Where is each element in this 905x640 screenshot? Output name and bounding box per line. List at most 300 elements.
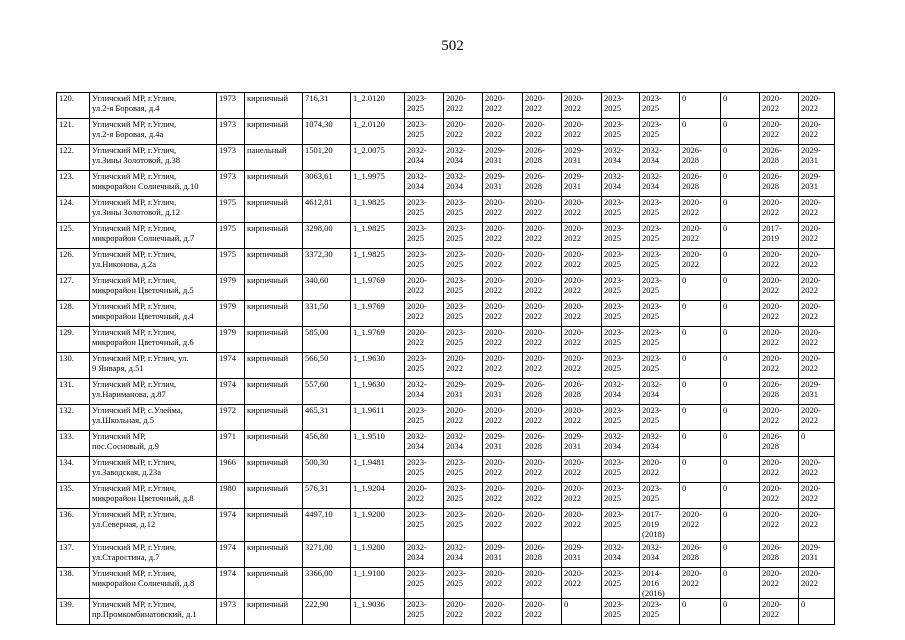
period-cell-line: 2025 (407, 519, 424, 529)
period-cell-line: 2025 (642, 103, 659, 113)
period-cell-line: 2025 (446, 259, 463, 269)
period-cell (483, 327, 523, 353)
period-cell-line: 2028 (525, 155, 542, 165)
period-cell-line: 2031 (801, 552, 818, 562)
period-cell-line: 2022 (564, 578, 581, 588)
period-cell (444, 327, 483, 353)
period-cell-line: 2020- (525, 223, 545, 233)
material-cell-line: кирпичный (247, 223, 289, 233)
coefficient-cell-line: 1_1.9611 (353, 405, 385, 415)
material-cell (245, 353, 303, 379)
address-cell (90, 275, 217, 301)
period-cell-line: 2025 (446, 467, 463, 477)
period-cell-line: 2025 (604, 207, 621, 217)
period-cell-line: 2022 (485, 259, 502, 269)
row-number (57, 431, 90, 457)
period-cell-line: 2020- (801, 93, 821, 103)
period-cell-line: 2022 (485, 207, 502, 217)
period-cell-line: 2022 (485, 519, 502, 529)
row-number-line: 124. (59, 197, 74, 207)
period-cell (523, 379, 562, 405)
coefficient-cell (351, 509, 405, 542)
period-cell (760, 119, 799, 145)
period-cell-line: 2023- (446, 223, 466, 233)
period-cell-line: 2016 (642, 578, 659, 588)
period-cell-line: 2025 (446, 285, 463, 295)
material-cell-line: кирпичный (247, 249, 289, 259)
period-cell (680, 568, 721, 599)
area-cell (303, 379, 351, 405)
table-row (57, 457, 835, 483)
period-cell (721, 223, 760, 249)
period-cell (483, 568, 523, 599)
period-cell (405, 145, 444, 171)
material-cell-line: кирпичный (247, 457, 289, 467)
period-cell-line: 2020- (762, 197, 782, 207)
period-cell-line: 2023- (642, 249, 662, 259)
row-number-line: 122. (59, 145, 74, 155)
period-cell-line: 2020- (801, 353, 821, 363)
period-cell-line: 2020- (564, 457, 584, 467)
period-cell-line: 2028 (762, 155, 779, 165)
period-cell (444, 275, 483, 301)
period-cell-line: 2031 (564, 181, 581, 191)
year-cell (217, 301, 245, 327)
period-cell-line: 2023- (642, 353, 662, 363)
material-cell (245, 457, 303, 483)
period-cell-line: 2032- (604, 171, 624, 181)
address-cell-line: пос.Сосновый, д.9 (92, 441, 159, 451)
period-cell-line: 2020- (525, 301, 545, 311)
period-cell (483, 457, 523, 483)
address-cell-line: 9 Января, д.51 (92, 363, 144, 373)
material-cell-line: кирпичный (247, 93, 289, 103)
table-row (57, 405, 835, 431)
period-cell (721, 405, 760, 431)
period-cell-line: 2028 (762, 389, 779, 399)
period-cell-line: 2020- (801, 327, 821, 337)
period-cell-line: 2020- (485, 483, 505, 493)
period-cell-line: 2022 (564, 415, 581, 425)
coefficient-cell (351, 93, 405, 119)
coefficient-cell (351, 171, 405, 197)
period-cell (405, 223, 444, 249)
period-cell (799, 431, 835, 457)
period-cell-line: 2032- (407, 431, 427, 441)
coefficient-cell-line: 1_1.9630 (353, 379, 385, 389)
period-cell (602, 301, 640, 327)
area-cell-line: 3298,00 (305, 223, 333, 233)
coefficient-cell-line: 1_1.9204 (353, 483, 385, 493)
period-cell-line: 2022 (485, 363, 502, 373)
period-cell-line: 2017- (762, 223, 782, 233)
period-cell-line: 2020- (525, 568, 545, 578)
period-cell-line: 2025 (407, 609, 424, 619)
period-cell-line: 2022 (642, 467, 659, 477)
period-cell-line: 2026- (525, 379, 545, 389)
period-cell-line: 2020- (564, 405, 584, 415)
period-cell-line: 2022 (485, 415, 502, 425)
period-cell-line: 0 (723, 568, 728, 578)
row-number-line: 132. (59, 405, 74, 415)
period-cell (760, 568, 799, 599)
period-cell-line: 0 (682, 457, 687, 467)
period-cell-line: 2020- (801, 568, 821, 578)
row-number (57, 379, 90, 405)
period-cell-line: 2034 (642, 155, 659, 165)
period-cell (640, 301, 680, 327)
period-cell (721, 542, 760, 568)
table-row (57, 599, 835, 625)
period-cell (799, 405, 835, 431)
address-cell (90, 353, 217, 379)
area-cell (303, 301, 351, 327)
period-cell-line: 0 (723, 379, 728, 389)
table-row (57, 301, 835, 327)
period-cell-line: 2031 (801, 181, 818, 191)
period-cell (405, 457, 444, 483)
period-cell (523, 457, 562, 483)
period-cell-line: 2020- (525, 405, 545, 415)
period-cell-line: 2023- (446, 301, 466, 311)
period-cell (640, 457, 680, 483)
period-cell (483, 353, 523, 379)
period-cell-line: 0 (723, 542, 728, 552)
row-number-line: 130. (59, 353, 74, 363)
period-cell-line: 2023- (642, 405, 662, 415)
period-cell-line: 0 (801, 431, 806, 441)
period-cell-line: 2029- (485, 171, 505, 181)
year-cell (217, 353, 245, 379)
period-cell (721, 93, 760, 119)
address-cell (90, 301, 217, 327)
period-cell (444, 483, 483, 509)
period-cell (483, 145, 523, 171)
year-cell-line: 1966 (219, 457, 236, 467)
table-row (57, 249, 835, 275)
period-cell-line: 0 (723, 431, 728, 441)
period-cell-line: 2031 (485, 441, 502, 451)
area-cell-line: 340,60 (305, 275, 329, 285)
row-number (57, 223, 90, 249)
year-cell-line: 1973 (219, 599, 236, 609)
period-cell-line: 2022 (762, 363, 779, 373)
period-cell (602, 119, 640, 145)
period-cell (760, 483, 799, 509)
period-cell-line: 2026- (525, 542, 545, 552)
period-cell (405, 405, 444, 431)
period-cell (405, 431, 444, 457)
period-cell-line: 2020- (801, 249, 821, 259)
year-cell (217, 431, 245, 457)
period-cell-line: 2022 (801, 337, 818, 347)
period-cell-line: 2029- (564, 542, 584, 552)
period-cell-line: 0 (723, 457, 728, 467)
area-cell (303, 249, 351, 275)
period-cell-line: 2020- (485, 93, 505, 103)
address-cell-line: микрорайон Цветочный, д.6 (92, 337, 194, 347)
period-cell-line: 2020- (762, 327, 782, 337)
period-cell (602, 223, 640, 249)
period-cell (602, 93, 640, 119)
material-cell (245, 301, 303, 327)
coefficient-cell (351, 379, 405, 405)
period-cell-line: 2022 (801, 415, 818, 425)
area-cell (303, 197, 351, 223)
period-cell-line: 2020- (682, 197, 702, 207)
period-cell-line: 2022 (801, 103, 818, 113)
period-cell (799, 223, 835, 249)
period-cell-line: 2029- (801, 145, 821, 155)
period-cell (602, 542, 640, 568)
address-cell-line: Угличский МР, г.Углич, (92, 483, 177, 493)
year-cell-line: 1971 (219, 431, 236, 441)
period-cell-line: (2016) (642, 588, 665, 598)
row-number-line: 129. (59, 327, 74, 337)
period-cell-line: 2020- (485, 119, 505, 129)
period-cell-line: 2022 (762, 129, 779, 139)
period-cell-line: 2020- (564, 353, 584, 363)
area-cell (303, 431, 351, 457)
period-cell (444, 568, 483, 599)
period-cell-line: 2023- (446, 483, 466, 493)
period-cell-line: 2023- (604, 599, 624, 609)
period-cell (799, 275, 835, 301)
material-cell (245, 197, 303, 223)
row-number-line: 136. (59, 509, 74, 519)
coefficient-cell (351, 275, 405, 301)
period-cell-line: 2020- (801, 119, 821, 129)
period-cell-line: 2034 (407, 552, 424, 562)
period-cell-line: 2029- (801, 171, 821, 181)
material-cell (245, 379, 303, 405)
period-cell-line: 2020- (525, 457, 545, 467)
coefficient-cell (351, 145, 405, 171)
period-cell (640, 379, 680, 405)
period-cell-line: 2025 (642, 207, 659, 217)
year-cell-line: 1979 (219, 327, 236, 337)
period-cell-line: 2023- (642, 119, 662, 129)
period-cell-line: 2025 (604, 311, 621, 321)
period-cell-line: 2022 (762, 578, 779, 588)
period-cell (680, 171, 721, 197)
period-cell-line: 2023- (604, 275, 624, 285)
period-cell (680, 275, 721, 301)
period-cell-line: 2020- (682, 249, 702, 259)
address-cell-line: ул.Старостина, д.7 (92, 552, 160, 562)
period-cell-line: 2032- (604, 542, 624, 552)
period-cell (523, 223, 562, 249)
period-cell-line: 2026- (762, 431, 782, 441)
period-cell-line: 2020- (446, 93, 466, 103)
coefficient-cell (351, 327, 405, 353)
period-cell-line: 2023- (604, 457, 624, 467)
period-cell (562, 379, 602, 405)
period-cell-line: 2025 (604, 609, 621, 619)
period-cell (405, 568, 444, 599)
period-cell (602, 599, 640, 625)
period-cell (799, 327, 835, 353)
period-cell-line: 2020- (801, 509, 821, 519)
period-cell-line: 2020- (446, 599, 466, 609)
period-cell (640, 197, 680, 223)
period-cell-line: 2022 (407, 285, 424, 295)
period-cell-line: 2025 (407, 259, 424, 269)
address-cell-line: Угличский МР, г.Углич, (92, 599, 177, 609)
period-cell-line: 2023- (604, 405, 624, 415)
area-cell (303, 457, 351, 483)
coefficient-cell-line: 1_2.0120 (353, 93, 385, 103)
period-cell (680, 509, 721, 542)
period-cell-line: 2034 (407, 441, 424, 451)
period-cell (405, 275, 444, 301)
period-cell-line: 2031 (801, 389, 818, 399)
period-cell-line: 2020- (682, 509, 702, 519)
period-cell (760, 542, 799, 568)
area-cell (303, 275, 351, 301)
period-cell-line: 2020- (801, 457, 821, 467)
period-cell-line: 2022 (762, 285, 779, 295)
period-cell (680, 542, 721, 568)
period-cell-line: 2020- (564, 93, 584, 103)
year-cell (217, 197, 245, 223)
period-cell (523, 119, 562, 145)
period-cell-line: 2026- (682, 145, 702, 155)
period-cell-line: 2022 (525, 415, 542, 425)
address-cell-line: Угличский МР, г.Углич, (92, 542, 177, 552)
period-cell-line: 2025 (642, 363, 659, 373)
period-cell-line: 2020- (407, 275, 427, 285)
address-cell (90, 145, 217, 171)
period-cell-line: 2022 (446, 103, 463, 113)
area-cell-line: 1501,20 (305, 145, 333, 155)
period-cell-line: 2023- (446, 509, 466, 519)
address-cell-line: Угличский МР, г.Углич, (92, 509, 177, 519)
address-cell-line: Угличский МР, г.Углич, (92, 275, 177, 285)
period-cell (721, 145, 760, 171)
period-cell (760, 457, 799, 483)
period-cell-line: 2020- (801, 223, 821, 233)
period-cell-line: 2025 (604, 337, 621, 347)
area-cell-line: 3366,00 (305, 568, 333, 578)
period-cell-line: 2034 (604, 389, 621, 399)
period-cell (562, 171, 602, 197)
period-cell-line: 2023- (446, 327, 466, 337)
table-row (57, 431, 835, 457)
period-cell-line: 2020- (525, 599, 545, 609)
address-cell (90, 249, 217, 275)
period-cell-line: 2022 (682, 578, 699, 588)
period-cell-line: 2023- (642, 93, 662, 103)
material-cell (245, 145, 303, 171)
address-cell-line: Угличский МР, с.Улейма, (92, 405, 183, 415)
period-cell (721, 379, 760, 405)
period-cell (640, 542, 680, 568)
period-cell (523, 353, 562, 379)
period-cell (483, 275, 523, 301)
period-cell (799, 119, 835, 145)
period-cell (562, 405, 602, 431)
period-cell-line: 2028 (564, 389, 581, 399)
area-cell (303, 327, 351, 353)
period-cell-line: 2022 (762, 103, 779, 113)
period-cell (483, 599, 523, 625)
period-cell (602, 275, 640, 301)
period-cell (640, 599, 680, 625)
period-cell (799, 599, 835, 625)
period-cell-line: 2022 (485, 578, 502, 588)
material-cell (245, 171, 303, 197)
period-cell-line: 2025 (407, 207, 424, 217)
period-cell (760, 379, 799, 405)
period-cell (523, 599, 562, 625)
period-cell-line: 2025 (642, 129, 659, 139)
area-cell-line: 3063,61 (305, 171, 333, 181)
row-number-line: 127. (59, 275, 74, 285)
period-cell (483, 431, 523, 457)
period-cell (640, 119, 680, 145)
period-cell-line: 2022 (801, 207, 818, 217)
period-cell-line: 2022 (801, 129, 818, 139)
period-cell (640, 431, 680, 457)
period-cell-line: 2023- (407, 93, 427, 103)
period-cell-line: 2026- (525, 171, 545, 181)
material-cell-line: кирпичный (247, 171, 289, 181)
address-cell (90, 431, 217, 457)
period-cell (523, 301, 562, 327)
area-cell-line: 576,31 (305, 483, 329, 493)
period-cell (721, 353, 760, 379)
period-cell (721, 119, 760, 145)
row-number (57, 405, 90, 431)
address-cell-line: Угличский МР, г.Углич, (92, 171, 177, 181)
period-cell (640, 275, 680, 301)
material-cell-line: кирпичный (247, 379, 289, 389)
period-cell-line: 2031 (485, 389, 502, 399)
coefficient-cell-line: 1_1.9825 (353, 249, 385, 259)
period-cell (444, 431, 483, 457)
period-cell-line: 2022 (525, 311, 542, 321)
period-cell (483, 171, 523, 197)
period-cell-line: 2023- (604, 301, 624, 311)
address-cell-line: Угличский МР, г.Углич, (92, 301, 177, 311)
period-cell-line: 2017- (642, 509, 662, 519)
address-cell-line: Угличский МР, г.Углич, (92, 197, 177, 207)
year-cell (217, 119, 245, 145)
year-cell-line: 1975 (219, 197, 236, 207)
period-cell (523, 93, 562, 119)
period-cell-line: 2020- (525, 249, 545, 259)
period-cell-line: 2022 (564, 129, 581, 139)
year-cell (217, 568, 245, 599)
period-cell (523, 431, 562, 457)
period-cell-line: 2020- (485, 568, 505, 578)
period-cell (602, 568, 640, 599)
period-cell (444, 197, 483, 223)
period-cell-line: 2023- (604, 568, 624, 578)
material-cell-line: кирпичный (247, 431, 289, 441)
period-cell-line: 2022 (446, 363, 463, 373)
year-cell-line: 1972 (219, 405, 236, 415)
period-cell-line: 2023- (446, 457, 466, 467)
material-cell-line: кирпичный (247, 568, 289, 578)
coefficient-cell (351, 223, 405, 249)
period-cell-line: 2025 (407, 233, 424, 243)
material-cell-line: кирпичный (247, 119, 289, 129)
period-cell-line: 2032- (642, 431, 662, 441)
coefficient-cell-line: 1_1.9630 (353, 353, 385, 363)
row-number (57, 599, 90, 625)
